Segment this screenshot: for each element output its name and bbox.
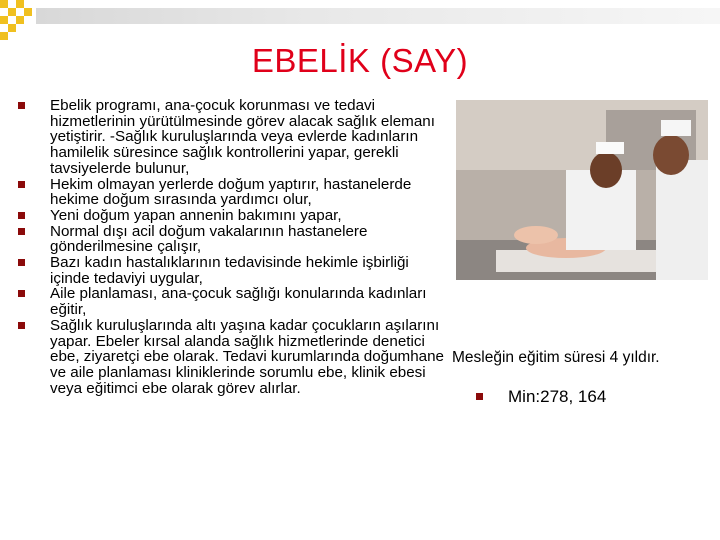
bullet-square-icon [18, 228, 25, 235]
bullet-item [18, 318, 448, 397]
bullet-square-icon [18, 259, 25, 266]
bullet-square-icon [18, 181, 25, 188]
midwife-photo [456, 100, 708, 280]
bullet-text: Normal dışı acil doğum vakalarının hastanelere gönderilmesine çalışır, [50, 222, 368, 256]
bullet-text: Ebelik programı, ana-çocuk korunması ve tedavi hizmetlerinin yürütülmesinde görev alacak sağlık elemanı yetiştirir. -Sağlık kuruluşlarında veya evlerde kadınların hamilelik süresince sağlık kontrollerini yapar, gerekli tavsiyelerde bulunur, [50, 97, 435, 177]
checker-pattern [0, 0, 40, 40]
bullet-item [18, 286, 448, 317]
bullet-square-icon [18, 102, 25, 109]
bullet-item [18, 98, 448, 177]
sub-bullet-text: Min:278, 164 [508, 387, 607, 406]
bullet-square-icon [18, 290, 25, 297]
bullet-text: Yeni doğum yapan annenin bakımını yapar, [50, 206, 342, 224]
decorative-header [0, 0, 720, 40]
bullet-item [18, 208, 448, 224]
bullet-text: Hekim olmayan yerlerde doğum yaptırır, hastanelerde hekime doğum sırasında yardımcı olur, [50, 175, 412, 209]
bullet-square-icon [18, 212, 25, 219]
bullet-text: Sağlık kuruluşlarında altı yaşına kadar çocukların aşılarını yapar. Ebeler kırsal alanda sağlık hizmetlerinde denetici ebe, ziyaretçi ebe olarak. Tedavi kurumlarında doğumhane ve aile planlaması kliniklerinde sorumlu ebe, klinik ebesi veya eğitimci ebe olarak görev alırlar. [50, 316, 444, 397]
sub-bullet [482, 387, 606, 407]
bullet-square-icon [476, 393, 483, 400]
bullet-item [18, 177, 448, 208]
bullet-item [18, 224, 448, 255]
bullet-text: Bazı kadın hastalıklarının tedavisinde hekimle işbirliği içinde tedaviyi uygular, [50, 254, 409, 287]
photo-illustration [456, 100, 708, 280]
slide-title: EBELİK (SAY) [251, 42, 469, 79]
header-bar [36, 8, 720, 24]
education-duration-note: Mesleğin eğitim süresi 4 yıldır. [452, 349, 660, 366]
bullet-item [18, 255, 448, 286]
bullet-text: Aile planlaması, ana-çocuk sağlığı konularında kadınları eğitir, [50, 285, 427, 319]
bullet-list [18, 98, 448, 396]
bullet-square-icon [18, 322, 25, 329]
